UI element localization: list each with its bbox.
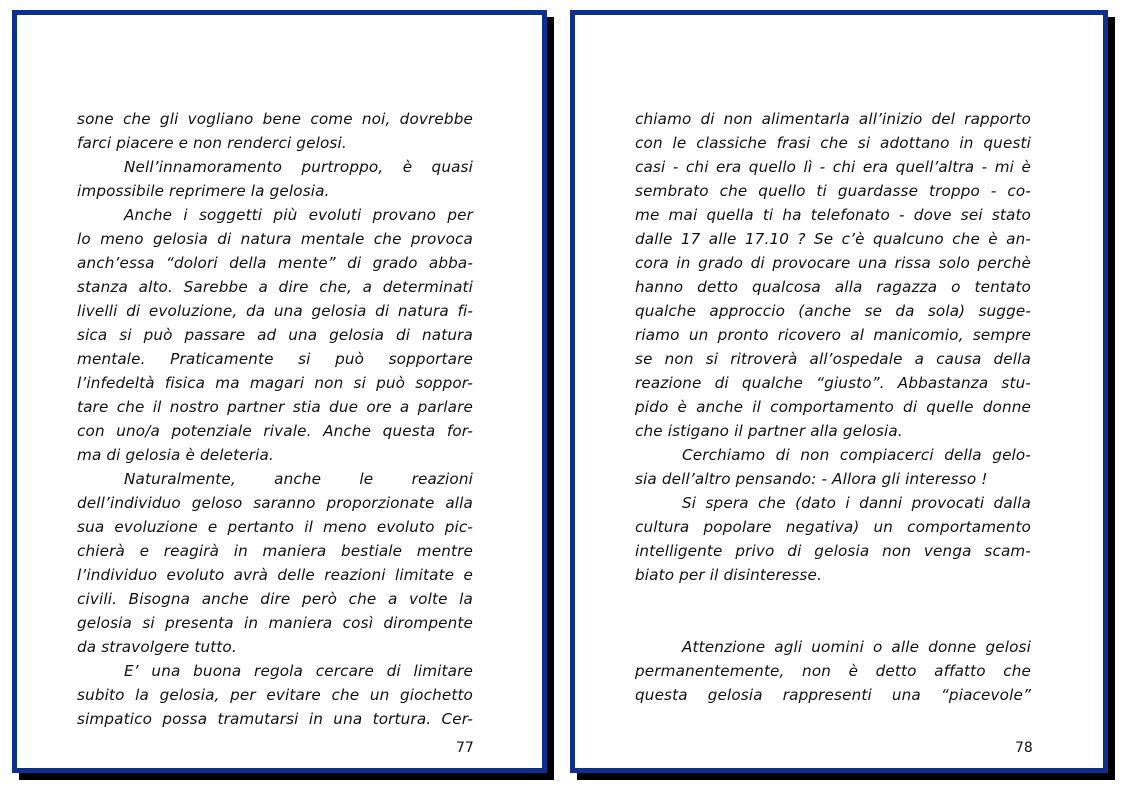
text-line: pido è anche il comportamento di quelle donne	[635, 398, 1031, 416]
text-line: sia dell’altro pensando: - Allora gli interesso !	[635, 470, 988, 488]
right-page-text	[635, 107, 1031, 707]
text-line: me mai quella ti ha telefonato - dove sei stato	[635, 206, 1031, 224]
paragraph-gap	[635, 587, 1031, 635]
left-page-text	[77, 107, 473, 731]
text-line: con le classiche frasi che si adottano in questi	[635, 134, 1031, 152]
text-line: con uno/a potenziale rivale. Anche questa for-	[77, 422, 473, 440]
text-line: biato per il disinteresse.	[635, 566, 822, 584]
left-page	[12, 10, 547, 773]
text-line: Naturalmente, anche le reazioni	[124, 470, 473, 488]
text-line: questa gelosia rappresenti una “piacevole”	[635, 686, 1031, 704]
text-line: impossibile reprimere la gelosia.	[77, 182, 330, 200]
text-line: stanza alto. Sarebbe a dire che, a determinati	[77, 278, 473, 296]
text-line: da stravolgere tutto.	[77, 638, 237, 656]
text-line: Si spera che (dato i danni provocati dalla	[682, 494, 1031, 512]
text-line: Nell’innamoramento purtroppo, è quasi	[124, 158, 473, 176]
text-line: intelligente privo di gelosia non venga scam-	[635, 542, 1031, 560]
text-line: reazione di qualche “giusto”. Abbastanza stu-	[635, 374, 1031, 392]
text-line: dell’individuo geloso saranno proporzionate alla	[77, 494, 473, 512]
text-line: hanno detto qualcosa alla ragazza o tentato	[635, 278, 1031, 296]
text-line: l’individuo evoluto avrà delle reazioni limitate e	[77, 566, 473, 584]
text-line: tare che il nostro partner stia due ore a parlare	[77, 398, 473, 416]
text-line: chierà e reagirà in maniera bestiale mentre	[77, 542, 473, 560]
text-line: sembrato che quello ti guardasse troppo - co-	[635, 182, 1031, 200]
text-line: qualche approccio (anche se da sola) sugge-	[635, 302, 1031, 320]
text-line: anch’essa “dolori della mente” di grado abba-	[77, 254, 473, 272]
text-line: subito la gelosia, per evitare che un giochetto	[77, 686, 473, 704]
page-number: 78	[1015, 740, 1033, 756]
text-line: se non si ritroverà all’ospedale a causa della	[635, 350, 1031, 368]
text-line: sica si può passare ad una gelosia di natura	[77, 326, 473, 344]
text-line: Anche i soggetti più evoluti provano per	[124, 206, 473, 224]
text-line: sua evoluzione e pertanto il meno evoluto pic-	[77, 518, 473, 536]
text-line: dalle 17 alle 17.10 ? Se c’è qualcuno che è an-	[635, 230, 1031, 248]
text-line: Cerchiamo di non compiacerci della gelo-	[682, 446, 1031, 464]
right-page	[570, 10, 1108, 773]
text-line: casi - chi era quello lì - chi era quell’altra - mi è	[635, 158, 1031, 176]
text-line: Attenzione agli uomini o alle donne gelosi	[682, 638, 1031, 656]
text-line: che istigano il partner alla gelosia.	[635, 422, 903, 440]
text-line: mentale. Praticamente si può sopportare	[77, 350, 473, 368]
text-line: simpatico possa tramutarsi in una tortura. Cer-	[77, 710, 473, 728]
text-line: ma di gelosia è deleteria.	[77, 446, 274, 464]
text-line: livelli di evoluzione, da una gelosia di natura fi-	[77, 302, 473, 320]
text-line: E’ una buona regola cercare di limitare	[124, 662, 473, 680]
text-line: cora in grado di provocare una rissa solo perchè	[635, 254, 1031, 272]
text-line: lo meno gelosia di natura mentale che provoca	[77, 230, 473, 248]
text-line: permanentemente, non è detto affatto che	[635, 662, 1031, 680]
text-line: sone che gli vogliano bene come noi, dovrebbe	[77, 110, 473, 128]
text-line: cultura popolare negativa) un comportamento	[635, 518, 1031, 536]
text-line: gelosia si presenta in maniera così dirompente	[77, 614, 473, 632]
text-line: riamo un pronto ricovero al manicomio, sempre	[635, 326, 1031, 344]
text-line: civili. Bisogna anche dire però che a volte la	[77, 590, 473, 608]
text-line: chiamo di non alimentarla all’inizio del rapporto	[635, 110, 1031, 128]
text-line: farci piacere e non renderci gelosi.	[77, 134, 347, 152]
text-line: l’infedeltà fisica ma magari non si può soppor-	[77, 374, 473, 392]
page-number: 77	[456, 740, 474, 756]
